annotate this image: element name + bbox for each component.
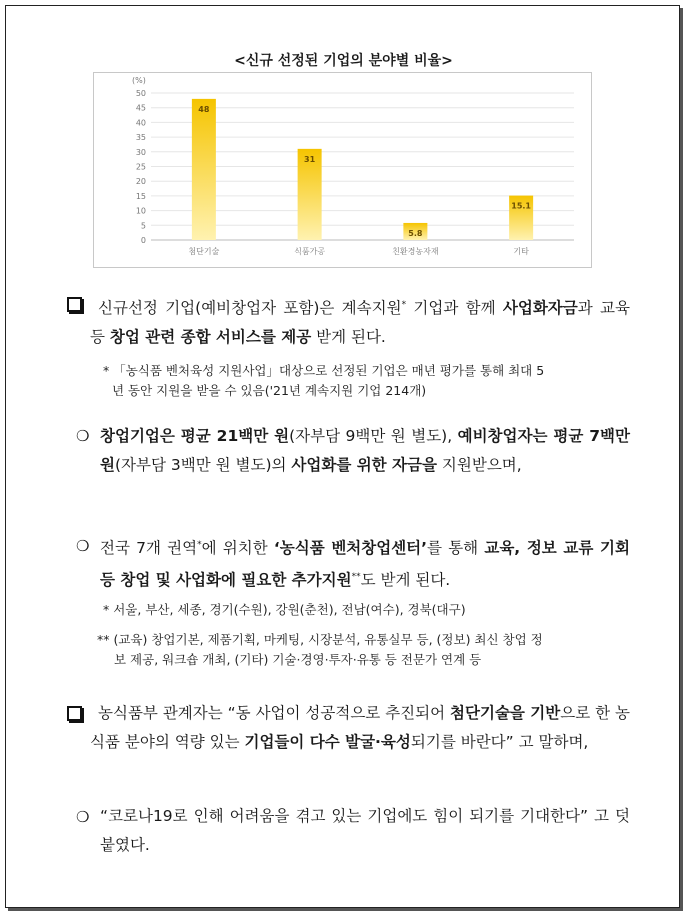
chart-title: <신규 선정된 기업의 분야별 비율>	[234, 53, 453, 69]
y-tick-label: 10	[135, 206, 146, 216]
p1-bold-c: 사업화자금	[502, 299, 578, 318]
y-tick-label: 30	[135, 147, 146, 157]
x-tick-label: 식품가공	[294, 247, 326, 256]
y-tick-label: 20	[135, 177, 146, 187]
chart-svg	[94, 73, 591, 267]
y-tick-label: 40	[135, 118, 146, 128]
y-axis-unit: (%)	[132, 76, 146, 85]
y-tick-label: 50	[135, 89, 146, 98]
y-tick-label: 35	[135, 133, 146, 143]
data-label: 5.8	[408, 228, 423, 238]
footnote-3-line-2: 보 제공, 워크숍 개최, (기타) 기술·경영·투자·유통 등 전문가 연계 등	[114, 652, 482, 667]
square-bullet	[67, 706, 82, 721]
p3-sup-1: *	[197, 540, 202, 550]
p2-text-d: (자부담 3백만 원 별도)의	[114, 456, 292, 474]
square-bullet	[67, 297, 82, 312]
p3-sup-2: **	[351, 572, 361, 583]
p2-bold-a: 창업기업은 평균 21백만 원	[100, 427, 290, 445]
p3-text-b: 에 위치한	[201, 539, 274, 558]
p4-bold-b: 첨단기술을 기반	[450, 704, 561, 722]
footnote-3-line-1: ** (교육) 창업기본, 제품기획, 마케팅, 시장분석, 유통실무 등, (정보) 최신 창업 정	[97, 632, 543, 647]
footnote-1-line-1: * 「농식품 벤처육성 지원사업」대상으로 선정된 기업은 매년 평가를 통해 최대 5	[103, 363, 545, 378]
p2-text-b: (자부담 9백만 원 별도),	[289, 427, 458, 445]
data-label: 48	[198, 104, 210, 114]
p1-text-b: 기업과 함께	[406, 299, 503, 318]
footnote-1	[103, 361, 633, 401]
circle-bullet: ❍	[76, 808, 90, 826]
bar	[192, 99, 216, 240]
p4-text-c: 으로 한 농식품 분야의 역량 있는	[90, 704, 630, 751]
p3-bold-c: ‘농식품 벤처창업센터’	[273, 539, 428, 558]
p2-text-f: 지원받으며,	[436, 456, 522, 474]
x-tick-label: 기타	[513, 247, 529, 256]
y-tick-label: 25	[135, 162, 146, 172]
data-label: 15.1	[511, 201, 531, 211]
paragraph-1	[90, 291, 630, 352]
p2-bold-c: 예비창업자는 평균 7백만 원	[100, 427, 630, 474]
footnote-2: * 서울, 부산, 세종, 경기(수원), 강원(춘천), 전남(여수), 경북(대구)	[103, 602, 466, 617]
footnote-1-line-2: 년 동안 지원을 받을 수 있음('21년 계속지원 기업 214개)	[112, 383, 427, 398]
p3-text-f: 도 받게 된다.	[360, 571, 451, 590]
paragraph-5	[100, 802, 630, 860]
y-tick-label: 0	[140, 236, 146, 245]
p4-bold-d: 기업들이 다수 발굴·육성	[244, 733, 411, 751]
p1-text-a: 신규선정 기업(예비창업자 포함)은 계속지원	[98, 299, 402, 318]
footnote-3	[97, 630, 633, 670]
y-tick-label: 15	[135, 191, 146, 201]
y-tick-label: 5	[140, 221, 146, 231]
p2-bold-e: 사업화를 위한 자금을	[291, 456, 437, 474]
x-tick-label: 첨단기술	[188, 247, 220, 256]
p1-text-f: 받게 된다.	[311, 328, 386, 347]
paragraph-2	[100, 422, 630, 480]
x-tick-label: 친환경농자재	[392, 247, 439, 256]
p3-text-d: 를 통해	[427, 539, 485, 558]
p1-text-d: 과 교육 등	[90, 299, 630, 347]
circle-bullet: ❍	[76, 427, 90, 445]
p1-bold-e: 창업 관련 종합 서비스를 제공	[109, 328, 312, 347]
paragraph-3	[100, 531, 630, 595]
p3-bold-e: 교육, 정보 교류 기회 등 창업 및 사업화에 필요한 추가지원	[100, 539, 630, 590]
p3-text-a: 전국 7개 권역	[100, 539, 198, 558]
paragraph-4	[90, 699, 630, 757]
bar-chart	[93, 72, 592, 268]
circle-bullet: ❍	[76, 537, 90, 555]
p5-text-a: “코로나19로 인해 어려움을 겪고 있는 기업에도 힘이 되기를 기대한다” 고 덧붙였다.	[100, 807, 630, 854]
data-label: 31	[304, 154, 316, 164]
y-tick-label: 45	[135, 103, 146, 113]
p4-text-e: 되기를 바란다” 고 말하며,	[410, 733, 589, 751]
p1-sup: *	[401, 300, 407, 310]
p4-text-a: 농식품부 관계자는 “동 사업이 성공적으로 추진되어	[98, 704, 451, 722]
